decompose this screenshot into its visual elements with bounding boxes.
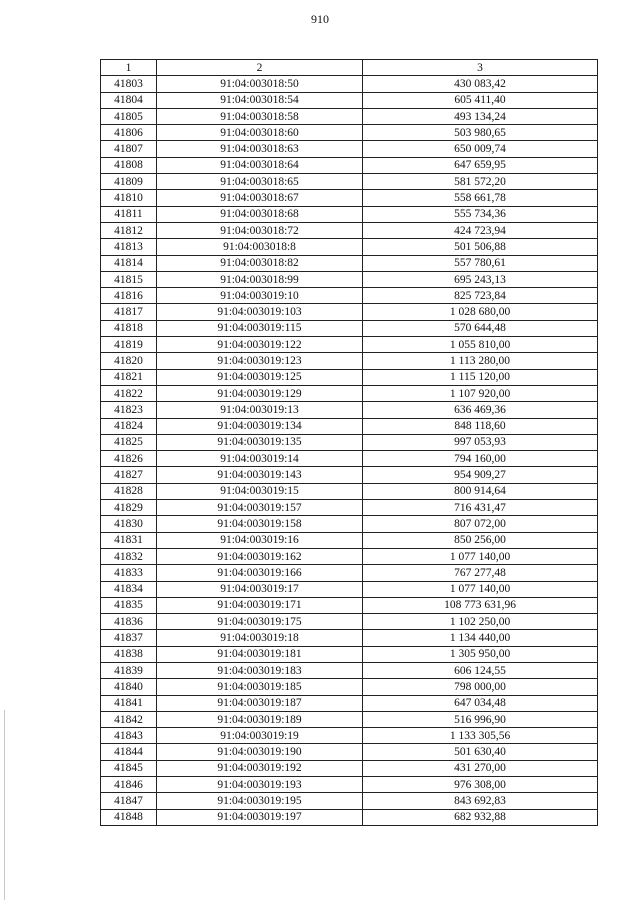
table-row <box>101 467 598 483</box>
cadastral-number-cell: 91:04:003019:19 <box>157 728 363 744</box>
cadastral-number-cell: 91:04:003019:193 <box>157 777 363 793</box>
value-cell: 570 644,48 <box>363 320 598 336</box>
row-number-cell: 41835 <box>101 597 157 613</box>
table-row <box>101 695 598 711</box>
row-number-cell: 41814 <box>101 255 157 271</box>
value-cell: 1 077 140,00 <box>363 548 598 564</box>
table-row <box>101 353 598 369</box>
value-cell: 716 431,47 <box>363 500 598 516</box>
value-cell: 108 773 631,96 <box>363 597 598 613</box>
table-row <box>101 402 598 418</box>
cadastral-number-cell: 91:04:003019:183 <box>157 662 363 678</box>
row-number-cell: 41810 <box>101 190 157 206</box>
row-number-cell: 41804 <box>101 92 157 108</box>
row-number-cell: 41839 <box>101 662 157 678</box>
cadastral-number-cell: 91:04:003019:162 <box>157 548 363 564</box>
row-number-cell: 41837 <box>101 630 157 646</box>
cadastral-number-cell: 91:04:003019:195 <box>157 793 363 809</box>
cadastral-number-cell: 91:04:003019:175 <box>157 614 363 630</box>
table-row <box>101 565 598 581</box>
row-number-cell: 41830 <box>101 516 157 532</box>
row-number-cell: 41833 <box>101 565 157 581</box>
row-number-cell: 41832 <box>101 548 157 564</box>
table-row <box>101 451 598 467</box>
row-number-cell: 41808 <box>101 157 157 173</box>
row-number-cell: 41840 <box>101 679 157 695</box>
value-cell: 976 308,00 <box>363 777 598 793</box>
table-row <box>101 76 598 92</box>
table-row <box>101 92 598 108</box>
table-row <box>101 711 598 727</box>
row-number-cell: 41826 <box>101 451 157 467</box>
row-number-cell: 41843 <box>101 728 157 744</box>
value-cell: 848 118,60 <box>363 418 598 434</box>
column-header-3: 3 <box>363 60 598 76</box>
value-cell: 501 506,88 <box>363 239 598 255</box>
value-cell: 807 072,00 <box>363 516 598 532</box>
value-cell: 1 305 950,00 <box>363 646 598 662</box>
cadastral-number-cell: 91:04:003019:18 <box>157 630 363 646</box>
table-row <box>101 434 598 450</box>
row-number-cell: 41813 <box>101 239 157 255</box>
cadastral-number-cell: 91:04:003018:63 <box>157 141 363 157</box>
cadastral-number-cell: 91:04:003018:67 <box>157 190 363 206</box>
cadastral-number-cell: 91:04:003019:134 <box>157 418 363 434</box>
table-row <box>101 141 598 157</box>
row-number-cell: 41811 <box>101 206 157 222</box>
row-number-cell: 41828 <box>101 483 157 499</box>
value-cell: 1 115 120,00 <box>363 369 598 385</box>
row-number-cell: 41815 <box>101 271 157 287</box>
table-row <box>101 483 598 499</box>
row-number-cell: 41822 <box>101 385 157 401</box>
row-number-cell: 41844 <box>101 744 157 760</box>
cadastral-number-cell: 91:04:003019:14 <box>157 451 363 467</box>
row-number-cell: 41803 <box>101 76 157 92</box>
value-cell: 798 000,00 <box>363 679 598 695</box>
row-number-cell: 41845 <box>101 760 157 776</box>
cadastral-number-cell: 91:04:003018:68 <box>157 206 363 222</box>
table-row <box>101 500 598 516</box>
row-number-cell: 41805 <box>101 108 157 124</box>
value-cell: 493 134,24 <box>363 108 598 124</box>
value-cell: 843 692,83 <box>363 793 598 809</box>
cadastral-number-cell: 91:04:003018:72 <box>157 222 363 238</box>
cadastral-number-cell: 91:04:003018:64 <box>157 157 363 173</box>
value-cell: 682 932,88 <box>363 809 598 825</box>
row-number-cell: 41825 <box>101 434 157 450</box>
table-row <box>101 630 598 646</box>
table-row <box>101 516 598 532</box>
row-number-cell: 41847 <box>101 793 157 809</box>
value-cell: 1 113 280,00 <box>363 353 598 369</box>
cadastral-number-cell: 91:04:003019:17 <box>157 581 363 597</box>
table-row <box>101 190 598 206</box>
cadastral-number-cell: 91:04:003019:185 <box>157 679 363 695</box>
cadastral-number-cell: 91:04:003019:122 <box>157 337 363 353</box>
value-cell: 605 411,40 <box>363 92 598 108</box>
value-cell: 424 723,94 <box>363 222 598 238</box>
column-header-1: 1 <box>101 60 157 76</box>
cadastral-number-cell: 91:04:003018:50 <box>157 76 363 92</box>
value-cell: 581 572,20 <box>363 174 598 190</box>
value-cell: 650 009,74 <box>363 141 598 157</box>
value-cell: 1 028 680,00 <box>363 304 598 320</box>
value-cell: 501 630,40 <box>363 744 598 760</box>
cadastral-number-cell: 91:04:003019:158 <box>157 516 363 532</box>
row-number-cell: 41834 <box>101 581 157 597</box>
cadastral-number-cell: 91:04:003019:129 <box>157 385 363 401</box>
cadastral-number-cell: 91:04:003019:181 <box>157 646 363 662</box>
cadastral-number-cell: 91:04:003018:65 <box>157 174 363 190</box>
value-cell: 997 053,93 <box>363 434 598 450</box>
table-row <box>101 222 598 238</box>
table-row <box>101 271 598 287</box>
cadastral-number-cell: 91:04:003019:187 <box>157 695 363 711</box>
row-number-cell: 41829 <box>101 500 157 516</box>
table-row <box>101 174 598 190</box>
table-header-row <box>101 60 598 76</box>
value-cell: 606 124,55 <box>363 662 598 678</box>
column-header-2: 2 <box>157 60 363 76</box>
table-row <box>101 337 598 353</box>
cadastral-number-cell: 91:04:003019:10 <box>157 288 363 304</box>
value-cell: 647 659,95 <box>363 157 598 173</box>
cadastral-number-cell: 91:04:003019:123 <box>157 353 363 369</box>
cadastral-number-cell: 91:04:003018:58 <box>157 108 363 124</box>
value-cell: 794 160,00 <box>363 451 598 467</box>
cadastral-number-cell: 91:04:003018:99 <box>157 271 363 287</box>
cadastral-number-cell: 91:04:003019:166 <box>157 565 363 581</box>
table-row <box>101 206 598 222</box>
value-cell: 1 077 140,00 <box>363 581 598 597</box>
value-cell: 1 133 305,56 <box>363 728 598 744</box>
value-cell: 558 661,78 <box>363 190 598 206</box>
table-row <box>101 809 598 825</box>
value-cell: 557 780,61 <box>363 255 598 271</box>
table-row <box>101 614 598 630</box>
cadastral-number-cell: 91:04:003019:103 <box>157 304 363 320</box>
cadastral-number-cell: 91:04:003019:135 <box>157 434 363 450</box>
cadastral-number-cell: 91:04:003019:13 <box>157 402 363 418</box>
value-cell: 1 055 810,00 <box>363 337 598 353</box>
table-row <box>101 369 598 385</box>
table-row <box>101 157 598 173</box>
row-number-cell: 41819 <box>101 337 157 353</box>
value-cell: 1 107 920,00 <box>363 385 598 401</box>
table-body <box>101 76 598 826</box>
row-number-cell: 41806 <box>101 125 157 141</box>
cadastral-number-cell: 91:04:003019:15 <box>157 483 363 499</box>
value-cell: 516 996,90 <box>363 711 598 727</box>
row-number-cell: 41817 <box>101 304 157 320</box>
cadastral-number-cell: 91:04:003018:82 <box>157 255 363 271</box>
value-cell: 800 914,64 <box>363 483 598 499</box>
value-cell: 954 909,27 <box>363 467 598 483</box>
row-number-cell: 41809 <box>101 174 157 190</box>
page-number: 910 <box>311 12 329 26</box>
cadastral-number-cell: 91:04:003018:8 <box>157 239 363 255</box>
cadastral-number-cell: 91:04:003019:143 <box>157 467 363 483</box>
cadastral-number-cell: 91:04:003018:60 <box>157 125 363 141</box>
table-row <box>101 304 598 320</box>
row-number-cell: 41848 <box>101 809 157 825</box>
value-cell: 430 083,42 <box>363 76 598 92</box>
value-cell: 636 469,36 <box>363 402 598 418</box>
cadastral-number-cell: 91:04:003019:125 <box>157 369 363 385</box>
table-row <box>101 777 598 793</box>
cadastral-number-cell: 91:04:003019:115 <box>157 320 363 336</box>
row-number-cell: 41812 <box>101 222 157 238</box>
row-number-cell: 41824 <box>101 418 157 434</box>
cadastral-number-cell: 91:04:003019:157 <box>157 500 363 516</box>
row-number-cell: 41841 <box>101 695 157 711</box>
data-table <box>100 59 598 826</box>
table-row <box>101 125 598 141</box>
cadastral-number-cell: 91:04:003019:197 <box>157 809 363 825</box>
value-cell: 1 134 440,00 <box>363 630 598 646</box>
row-number-cell: 41823 <box>101 402 157 418</box>
table-row <box>101 793 598 809</box>
scan-margin-line <box>4 710 5 900</box>
row-number-cell: 41836 <box>101 614 157 630</box>
table-row <box>101 532 598 548</box>
cadastral-number-cell: 91:04:003019:190 <box>157 744 363 760</box>
cadastral-number-cell: 91:04:003019:189 <box>157 711 363 727</box>
value-cell: 850 256,00 <box>363 532 598 548</box>
row-number-cell: 41831 <box>101 532 157 548</box>
table-row <box>101 760 598 776</box>
cadastral-number-cell: 91:04:003019:16 <box>157 532 363 548</box>
table-row <box>101 548 598 564</box>
value-cell: 695 243,13 <box>363 271 598 287</box>
row-number-cell: 41827 <box>101 467 157 483</box>
value-cell: 555 734,36 <box>363 206 598 222</box>
table-row <box>101 646 598 662</box>
table-row <box>101 728 598 744</box>
table-row <box>101 679 598 695</box>
row-number-cell: 41820 <box>101 353 157 369</box>
value-cell: 431 270,00 <box>363 760 598 776</box>
cadastral-number-cell: 91:04:003019:192 <box>157 760 363 776</box>
table-row <box>101 744 598 760</box>
value-cell: 647 034,48 <box>363 695 598 711</box>
cadastral-number-cell: 91:04:003018:54 <box>157 92 363 108</box>
row-number-cell: 41821 <box>101 369 157 385</box>
table-row <box>101 320 598 336</box>
value-cell: 825 723,84 <box>363 288 598 304</box>
value-cell: 1 102 250,00 <box>363 614 598 630</box>
row-number-cell: 41842 <box>101 711 157 727</box>
table-row <box>101 239 598 255</box>
table-row <box>101 108 598 124</box>
table-row <box>101 255 598 271</box>
row-number-cell: 41846 <box>101 777 157 793</box>
table-row <box>101 597 598 613</box>
row-number-cell: 41807 <box>101 141 157 157</box>
table-row <box>101 662 598 678</box>
value-cell: 503 980,65 <box>363 125 598 141</box>
value-cell: 767 277,48 <box>363 565 598 581</box>
table-row <box>101 581 598 597</box>
table-row <box>101 288 598 304</box>
table-row <box>101 418 598 434</box>
cadastral-number-cell: 91:04:003019:171 <box>157 597 363 613</box>
table-row <box>101 385 598 401</box>
row-number-cell: 41838 <box>101 646 157 662</box>
row-number-cell: 41816 <box>101 288 157 304</box>
row-number-cell: 41818 <box>101 320 157 336</box>
